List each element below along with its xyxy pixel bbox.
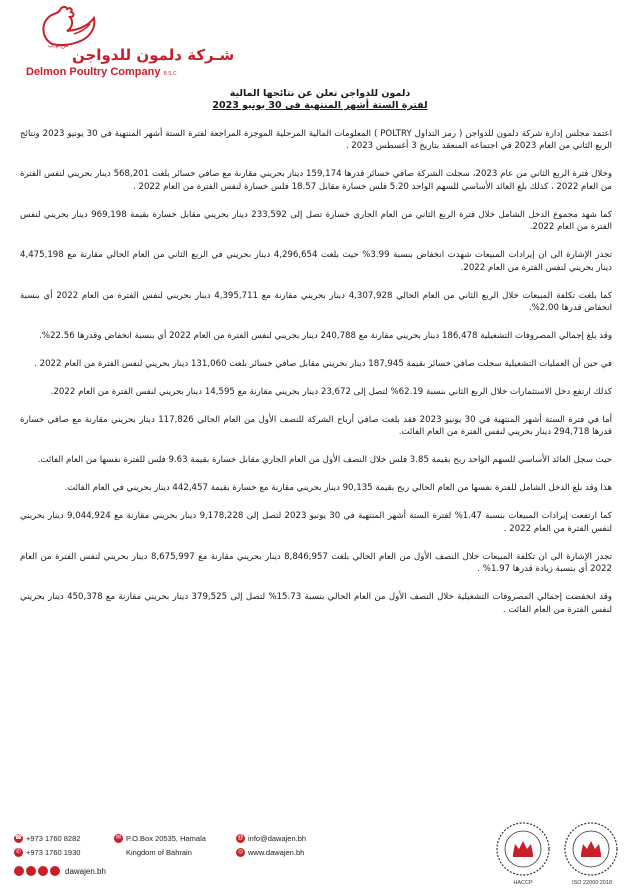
mailbox-icon: ✉ bbox=[115, 835, 122, 841]
logo-english-suffix: B.S.C bbox=[163, 71, 177, 77]
email-text[interactable]: info@dawajen.bh bbox=[248, 834, 307, 843]
paragraph: حيث سجل العائد الأساسي للسهم الواحد ربح بقيمة 3.85 فلس خلال النصف الأول من العام الجاري مقابل خسارة بقيمة 9.63 فلس للفترة نفسها من العام الفائت. bbox=[37, 455, 612, 466]
paragraph: كذلك ارتفع دخل الاستثمارات خلال الربع الثاني بنسبة 62.19% لتصل إلى 23,672 دينار بحريني مقارنة مع 14,595 دينار بحريني لنفس الفترة من العام 2022. bbox=[50, 387, 612, 398]
footer-website[interactable] bbox=[236, 848, 304, 857]
phone-1-text: +973 1760 8282 bbox=[26, 834, 81, 843]
document-title bbox=[160, 88, 480, 112]
email-icon: @ bbox=[237, 835, 244, 841]
website-text[interactable]: www.dawajen.bh bbox=[248, 848, 305, 857]
footer-phone-1 bbox=[14, 834, 80, 843]
phone-icon: ☎ bbox=[14, 835, 23, 841]
paragraph: كما شهد مجموع الدخل الشامل خلال فترة الربع الثاني من العام الجاري خسارة تصل إلى 233,592 دينار بحريني مقابل خسارة بقيمة 969,198 دينار بحريني لنفس الفترة من العام 2022. bbox=[20, 209, 612, 233]
paragraph: تجدر الإشارة الى ان إيرادات المبيعات شهدت انخفاض بنسبة 3.99% حيث بلغت 4,296,654 دينار بحريني في الربع الثاني من العام الحالي مقارنة مع 4,475,198 دينار بحريني لنفس الفترة من العام 2022. bbox=[20, 250, 612, 273]
iso-label: ISO 22000:2018 bbox=[571, 880, 613, 886]
company-logo bbox=[12, 4, 235, 84]
pobox-text: P.O.Box 20535, Hamala bbox=[126, 834, 206, 843]
paragraph: أما في فترة الستة أشهر المنتهية في 30 يونيو 2023 فقد بلغت صافي أرباح الشركة للنصف الأول من العام الحالي 117,826 دينار بحريني مقارنة مع صافي خسارة قدرها 294,718 دينار بحريني لنفس الفترة من العام الفائت. bbox=[20, 415, 612, 438]
footer-address bbox=[114, 834, 206, 843]
paragraph: في حين أن العمليات التشغيلية سجلت صافي خسائر بقيمة 187,945 دينار بحريني مقابل صافي خسائر بلغت 131,060 دينار بحريني لنفس الفترة من العام 2022 . bbox=[34, 359, 612, 370]
title-line-1: دلمون للدواجن تعلن عن نتائجها المالية bbox=[229, 88, 411, 99]
paragraph: كما ارتفعت إيرادات المبيعات بنسبة 1.47% لفترة الستة أشهر المنتهية في 30 يونيو 2023 لتصل إلى 9,178,228 دينار بحريني مقارنة مع 9,044,924 دينار بحريني لنفس الفترة من العام 2022 . bbox=[20, 511, 612, 534]
paragraph: اعتمد مجلس إدارة شركة دلمون للدواجن ( رمز التداول POLTRY ) المعلومات المالية المرحلية الموجزة المراجعة لفترة الستة أشهر المنتهية في 30 يونيو 2023 ونتائج الربع الثاني من العام 2023 في اجتماعه المنعقد بتاريخ 3 أغسطس 2023 . bbox=[20, 129, 612, 152]
logo-arabic-name: شـركة دلمون للدواجن bbox=[72, 46, 235, 64]
haccp-label: HACCP bbox=[513, 880, 533, 886]
paragraph: وخلال فترة الربع الثاني من عام 2023، سجلت الشركة صافي خسائر قدرها 159,174 دينار بحريني مقارنة مع صافي خسائر بلغت 568,201 دينار بحريني لنفس الفترة من العام 2022 ، كذلك بلغ العائد الأساسي للسهم الواحد 5.20 فلس خسارة مقابل 18.57 فلس خسارة لنفس الفترة من العام 2022 . bbox=[20, 169, 612, 192]
twitter-icon[interactable] bbox=[26, 866, 36, 876]
logo-arabic-suffix: ش.م.ب bbox=[48, 42, 69, 49]
whatsapp-icon: ✆ bbox=[15, 849, 22, 855]
social-handle: dawajen.bh bbox=[65, 866, 106, 876]
paragraph: هذا وقد بلغ الدخل الشامل للفترة نفسها من العام الحالي ربح بقيمة 90,135 دينار بحريني مقارنة مع خسارة بقيمة 442,457 دينار بحريني في العام الفائت. bbox=[64, 483, 612, 494]
haccp-seal-icon bbox=[494, 820, 552, 878]
paragraph: وقد انخفضت إجمالي المصروفات التشغيلية خلال النصف الأول من العام الحالي بنسبة 15.73% لتصل إلى 379,525 دينار بحريني مقارنة مع 450,378 دينار بحريني لنفس الفترة من العام الفائت . bbox=[20, 592, 612, 615]
footer-phone-2 bbox=[14, 848, 80, 857]
rooster-icon bbox=[34, 4, 104, 50]
iso-seal-icon bbox=[562, 820, 620, 878]
paragraph: كما بلغت تكلفة المبيعات خلال الربع الثاني من العام الحالي 4,307,928 دينار بحريني مقارنة مع 4,395,711 دينار بحريني لنفس الفترة من العام 2022 أي بنسبة انخفاض قدرها 2.00%. bbox=[20, 290, 612, 314]
globe-icon: ◎ bbox=[237, 849, 244, 855]
youtube-icon[interactable] bbox=[50, 866, 60, 876]
footer-country bbox=[126, 848, 192, 857]
paragraph: وقد بلغ إجمالي المصروفات التشغيلية 186,478 دينار بحريني مقارنة مع 240,788 دينار بحريني لنفس الفترة من العام 2022 أي بنسبة انخفاض وقدرها 22.56%. bbox=[39, 331, 612, 342]
document-body bbox=[20, 128, 612, 632]
footer-email[interactable] bbox=[236, 834, 306, 843]
logo-english-name bbox=[26, 66, 177, 78]
social-links bbox=[14, 866, 106, 876]
logo-english-text: Delmon Poultry Company bbox=[26, 66, 161, 78]
phone-2-text: +973 1760 1930 bbox=[26, 848, 81, 857]
facebook-icon[interactable] bbox=[14, 866, 24, 876]
paragraph: تجدر الإشارة الى ان تكلفة المبيعات خلال النصف الأول من العام الحالي بلغت 8,846,957 دينار بحريني مقارنة مع 8,675,997 دينار بحريني لنفس الفترة من العام 2022 أي بنسبة زيادة قدرها 1.97% . bbox=[20, 551, 612, 575]
instagram-icon[interactable] bbox=[38, 866, 48, 876]
title-line-2: لفترة الستة أشهر المنتهية في 30 يونيو 2023 bbox=[212, 100, 428, 111]
country-text: Kingdom of Bahrain bbox=[126, 848, 192, 857]
